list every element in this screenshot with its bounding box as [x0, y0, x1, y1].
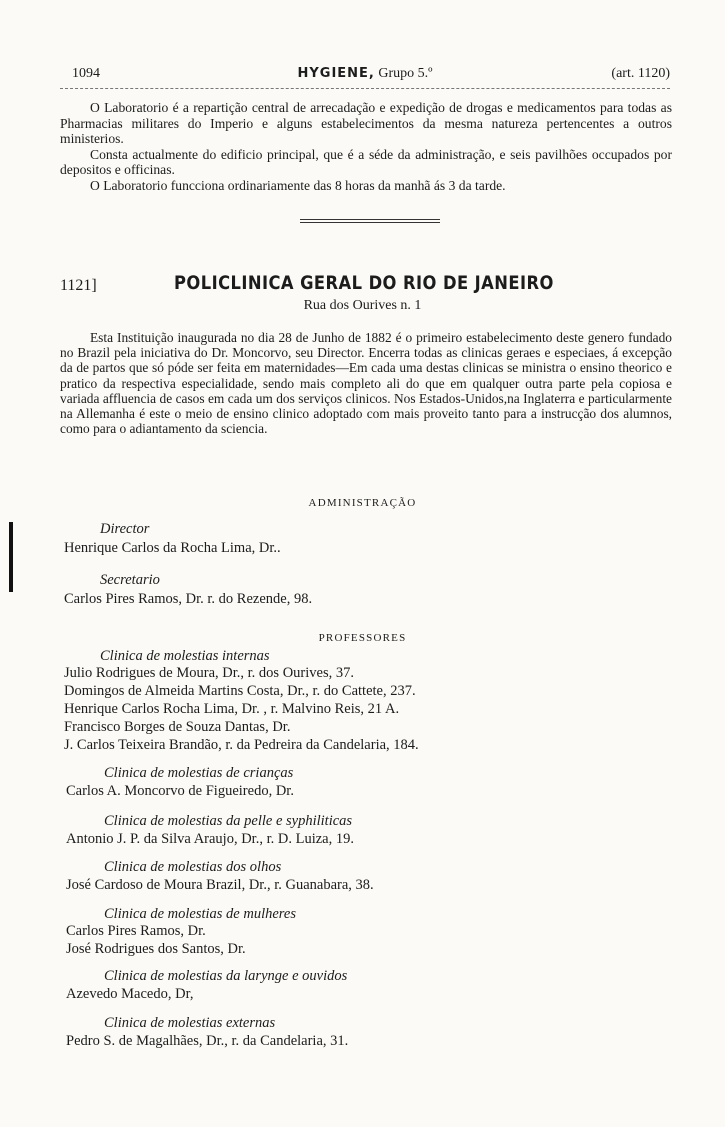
section-title: Clinica de molestias de mulheres [104, 906, 296, 922]
professor-entry: J. Carlos Teixeira Brandão, r. da Pedreira da Candelaria, 184. [64, 737, 419, 753]
running-title-rest: Grupo 5.º [374, 66, 433, 81]
intro-paragraph: O Laboratorio funcciona ordinariamente das 8 horas da manhã ás 3 da tarde. [90, 177, 506, 193]
secretary-title: Secretario [100, 572, 160, 588]
professor-entry: Francisco Borges de Souza Dantas, Dr. [64, 719, 291, 735]
section-divider [300, 219, 440, 223]
professor-entry: José Rodrigues dos Santos, Dr. [66, 941, 246, 957]
professor-entry: Antonio J. P. da Silva Araujo, Dr., r. D. Luiza, 19. [66, 831, 354, 847]
article-title: POLICLINICA GERAL DO RIO DE JANEIRO [174, 272, 554, 294]
professor-entry: Domingos de Almeida Martins Costa, Dr., r. do Cattete, 237. [64, 683, 416, 699]
running-title [60, 66, 670, 82]
professor-entry: Carlos A. Moncorvo de Figueiredo, Dr. [66, 783, 294, 799]
margin-ink-mark [9, 522, 13, 592]
professor-entry: José Cardoso de Moura Brazil, Dr., r. Guanabara, 38. [66, 877, 374, 893]
professor-entry: Pedro S. de Magalhães, Dr., r. da Candelaria, 31. [66, 1033, 349, 1049]
professor-entry: Henrique Carlos Rocha Lima, Dr. , r. Malvino Reis, 21 A. [64, 701, 400, 717]
section-title: Clinica de molestias da larynge e ouvidos [104, 968, 348, 984]
director-title: Director [100, 521, 150, 537]
intro-text [60, 100, 672, 194]
running-title-bold: HYGIENE, [297, 66, 375, 81]
director-name: Henrique Carlos da Rocha Lima, Dr.. [64, 540, 281, 556]
professors-heading: PROFESSORES [318, 632, 407, 644]
secretary-name: Carlos Pires Ramos, Dr. r. do Rezende, 98. [64, 591, 313, 607]
running-header [60, 62, 670, 89]
professor-entry: Julio Rodrigues de Moura, Dr., r. dos Ourives, 37. [64, 665, 354, 681]
article-body-paragraph: Esta Instituição inaugurada no dia 28 de Junho de 1882 é o primeiro estabelecimento deste genero fundado no Brazil pela iniciativa do Dr. Moncorvo, seu Director. Encerra todas as clinicas geraes e especiaes, á excepção da de partos que só póde ser feita em maternidades—Em cada uma destas clinicas se ministra o ensino theorico e pratico da respectiva especialidade, sendo mais completo ali do que em qualquer outra parte pela copiosa e variada affluencia de casos em cada um dos serviços clinicos. Nos Estados-Unidos,na Inglaterra e particularmente na Allemanha é este o meio de ensino clinico adoptado com mais proveito tanto para a instrucção dos alumnos, como para o adiantamento da sciencia. [60, 330, 672, 437]
intro-paragraph: O Laboratorio é a repartição central de arrecadação e expedição de drogas e medicamentos para todas as Pharmacias militares do Imperio e alguns estabelecimentos da mesma natureza pertencentes a outros ministerios. [60, 100, 672, 147]
section-title: Clinica de molestias internas [100, 648, 270, 664]
article-address: Rua dos Ourives n. 1 [303, 298, 422, 313]
intro-paragraph: Consta actualmente do edificio principal, que é a séde da administração, e seis pavilhões occupados por depositos e officinas. [60, 146, 672, 178]
professor-entry: Carlos Pires Ramos, Dr. [66, 923, 206, 939]
section-title: Clinica de molestias de crianças [104, 765, 294, 781]
section-title: Clinica de molestias externas [104, 1015, 276, 1031]
page-number: 1094 [72, 66, 100, 81]
professor-entry: Azevedo Macedo, Dr, [66, 986, 194, 1002]
article-reference: (art. 1120) [611, 66, 670, 81]
section-title: Clinica de molestias da pelle e syphiliticas [104, 813, 353, 829]
section-title: Clinica de molestias dos olhos [104, 859, 282, 875]
article-number: 1121] [60, 277, 97, 294]
article-body [60, 330, 672, 436]
administration-heading: ADMINISTRAÇÃO [308, 497, 417, 509]
